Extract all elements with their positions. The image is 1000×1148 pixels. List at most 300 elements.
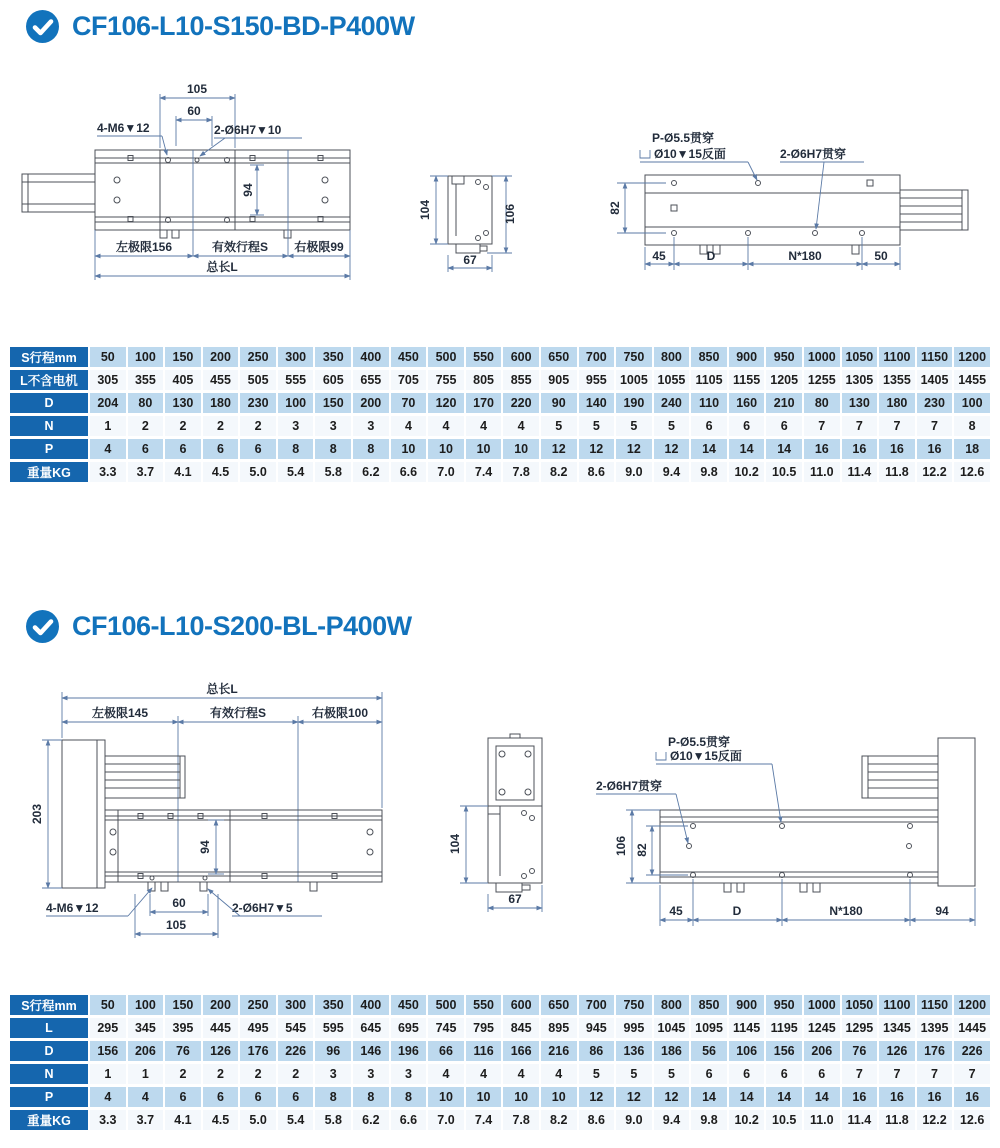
value-cell: 11.8 (879, 462, 915, 482)
dim-n180: N*180 (788, 249, 822, 263)
table-row (10, 370, 990, 390)
value-cell: 1445 (954, 1018, 990, 1038)
value-cell: 5 (616, 416, 652, 436)
value-cell: 305 (90, 370, 126, 390)
value-cell: 2 (203, 1064, 239, 1084)
value-cell: 156 (766, 1041, 802, 1061)
value-cell: 1105 (691, 370, 727, 390)
value-cell: 7 (879, 1064, 915, 1084)
value-cell: 4 (503, 416, 539, 436)
value-cell: 8 (278, 439, 314, 459)
value-cell: 845 (503, 1018, 539, 1038)
value-cell: 5 (654, 416, 690, 436)
value-cell: 12 (654, 1087, 690, 1107)
value-cell: 4 (428, 416, 464, 436)
value-cell: 4 (466, 1064, 502, 1084)
value-cell: 7 (954, 1064, 990, 1084)
value-cell: 355 (128, 370, 164, 390)
value-cell: 4 (90, 1087, 126, 1107)
value-cell: 16 (879, 439, 915, 459)
check-icon (26, 610, 59, 643)
value-cell: 10 (466, 1087, 502, 1107)
value-cell: 126 (879, 1041, 915, 1061)
label-pin: 2-Ø6H7▼10 (214, 123, 282, 137)
value-cell: 70 (391, 393, 427, 413)
value-cell: 116 (466, 1041, 502, 1061)
table-row (10, 1018, 990, 1038)
value-cell: 900 (729, 347, 765, 367)
value-cell: 1200 (954, 347, 990, 367)
value-cell: 6 (691, 416, 727, 436)
table-row (10, 347, 990, 367)
total-length-label: 总长L (206, 682, 238, 696)
label-p-holes: P-Ø5.5贯穿 (668, 735, 731, 749)
value-cell: 350 (315, 995, 351, 1015)
value-cell: 56 (691, 1041, 727, 1061)
right-limit-label: 右极限100 (311, 706, 369, 720)
value-cell: 80 (128, 393, 164, 413)
value-cell: 4 (391, 416, 427, 436)
value-cell: 136 (616, 1041, 652, 1061)
dim-d: D (732, 904, 742, 918)
dim-end: 50 (874, 249, 888, 263)
value-cell: 8 (315, 439, 351, 459)
value-cell: 10 (503, 439, 539, 459)
value-cell: 5.8 (315, 462, 351, 482)
value-cell: 14 (691, 439, 727, 459)
value-cell: 16 (879, 1087, 915, 1107)
value-cell: 5 (616, 1064, 652, 1084)
value-cell: 6.6 (391, 462, 427, 482)
value-cell: 14 (804, 1087, 840, 1107)
value-cell: 204 (90, 393, 126, 413)
value-cell: 895 (541, 1018, 577, 1038)
value-cell: 6 (240, 439, 276, 459)
check-icon (26, 10, 59, 43)
value-cell: 12.6 (954, 462, 990, 482)
value-cell: 9.8 (691, 462, 727, 482)
value-cell: 1200 (954, 995, 990, 1015)
value-cell: 14 (766, 439, 802, 459)
value-cell: 750 (616, 995, 652, 1015)
value-cell: 14 (729, 439, 765, 459)
value-cell: 180 (203, 393, 239, 413)
value-cell: 4 (541, 1064, 577, 1084)
value-cell: 200 (203, 347, 239, 367)
plan-view (30, 681, 382, 938)
value-cell: 146 (353, 1041, 389, 1061)
value-cell: 16 (917, 439, 953, 459)
table-row (10, 1087, 990, 1107)
dim-82: 82 (608, 201, 622, 215)
value-cell: 190 (616, 393, 652, 413)
value-cell: 4 (128, 1087, 164, 1107)
value-cell: 250 (240, 347, 276, 367)
value-cell: 210 (766, 393, 802, 413)
value-cell: 166 (503, 1041, 539, 1061)
value-cell: 605 (315, 370, 351, 390)
technical-drawing-2 (0, 676, 1000, 946)
dim-45: 45 (652, 249, 666, 263)
value-cell: 1055 (654, 370, 690, 390)
cross-section-view (448, 734, 542, 912)
dim-106: 106 (503, 203, 517, 225)
value-cell: 9.4 (654, 1110, 690, 1130)
table-row (10, 393, 990, 413)
value-cell: 855 (503, 370, 539, 390)
value-cell: 3.7 (128, 1110, 164, 1130)
value-cell: 10.5 (766, 1110, 802, 1130)
value-cell: 8 (353, 439, 389, 459)
value-cell: 6 (165, 1087, 201, 1107)
dim-203: 203 (30, 803, 44, 825)
value-cell: 1345 (879, 1018, 915, 1038)
value-cell: 10.5 (766, 462, 802, 482)
value-cell: 650 (541, 347, 577, 367)
value-cell: 140 (579, 393, 615, 413)
value-cell: 2 (165, 416, 201, 436)
value-cell: 1095 (691, 1018, 727, 1038)
value-cell: 450 (391, 347, 427, 367)
value-cell: 1150 (917, 347, 953, 367)
dim-94: 94 (198, 840, 212, 854)
row-header-cell: N (10, 416, 88, 436)
value-cell: 2 (203, 416, 239, 436)
value-cell: 5.0 (240, 1110, 276, 1130)
value-cell: 295 (90, 1018, 126, 1038)
value-cell: 12.2 (917, 1110, 953, 1130)
value-cell: 6 (203, 1087, 239, 1107)
value-cell: 8 (353, 1087, 389, 1107)
value-cell: 1145 (729, 1018, 765, 1038)
dim-60: 60 (172, 896, 186, 910)
value-cell: 1045 (654, 1018, 690, 1038)
value-cell: 595 (315, 1018, 351, 1038)
value-cell: 2 (240, 1064, 276, 1084)
table-row (10, 995, 990, 1015)
value-cell: 240 (654, 393, 690, 413)
value-cell: 1305 (842, 370, 878, 390)
value-cell: 1455 (954, 370, 990, 390)
value-cell: 1100 (879, 347, 915, 367)
section-1-title (26, 10, 415, 43)
value-cell: 230 (240, 393, 276, 413)
value-cell: 3.3 (90, 1110, 126, 1130)
value-cell: 12 (654, 439, 690, 459)
value-cell: 3 (315, 416, 351, 436)
value-cell: 2 (240, 416, 276, 436)
value-cell: 500 (428, 347, 464, 367)
value-cell: 176 (240, 1041, 276, 1061)
value-cell: 12 (541, 439, 577, 459)
value-cell: 10 (428, 439, 464, 459)
value-cell: 10 (541, 1087, 577, 1107)
value-cell: 4.5 (203, 1110, 239, 1130)
value-cell: 16 (917, 1087, 953, 1107)
value-cell: 150 (315, 393, 351, 413)
value-cell: 6 (804, 1064, 840, 1084)
value-cell: 9.8 (691, 1110, 727, 1130)
value-cell: 126 (203, 1041, 239, 1061)
value-cell: 6.2 (353, 1110, 389, 1130)
value-cell: 905 (541, 370, 577, 390)
value-cell: 4.1 (165, 462, 201, 482)
row-header-cell: L (10, 1018, 88, 1038)
value-cell: 100 (954, 393, 990, 413)
value-cell: 745 (428, 1018, 464, 1038)
value-cell: 650 (541, 995, 577, 1015)
row-header-cell: P (10, 439, 88, 459)
value-cell: 445 (203, 1018, 239, 1038)
value-cell: 5 (654, 1064, 690, 1084)
value-cell: 5 (541, 416, 577, 436)
value-cell: 150 (165, 347, 201, 367)
value-cell: 5 (579, 416, 615, 436)
value-cell: 8 (954, 416, 990, 436)
value-cell: 4 (90, 439, 126, 459)
value-cell: 230 (917, 393, 953, 413)
value-cell: 455 (203, 370, 239, 390)
value-cell: 226 (954, 1041, 990, 1061)
value-cell: 86 (579, 1041, 615, 1061)
value-cell: 495 (240, 1018, 276, 1038)
value-cell: 12.6 (954, 1110, 990, 1130)
value-cell: 6 (165, 439, 201, 459)
value-cell: 1 (128, 1064, 164, 1084)
value-cell: 7.0 (428, 462, 464, 482)
value-cell: 100 (128, 995, 164, 1015)
dim-82: 82 (635, 843, 649, 857)
value-cell: 300 (278, 995, 314, 1015)
row-header-cell: P (10, 1087, 88, 1107)
value-cell: 12 (616, 439, 652, 459)
value-cell: 750 (616, 347, 652, 367)
dim-106: 106 (614, 835, 628, 857)
value-cell: 6 (240, 1087, 276, 1107)
value-cell: 555 (278, 370, 314, 390)
section-2-title (26, 610, 412, 643)
value-cell: 9.0 (616, 462, 652, 482)
value-cell: 645 (353, 1018, 389, 1038)
value-cell: 2 (165, 1064, 201, 1084)
dim-60: 60 (187, 104, 201, 118)
value-cell: 300 (278, 347, 314, 367)
value-cell: 4 (466, 416, 502, 436)
product-title: CF106-L10-S150-BD-P400W (72, 11, 415, 41)
value-cell: 180 (879, 393, 915, 413)
value-cell: 4.5 (203, 462, 239, 482)
value-cell: 226 (278, 1041, 314, 1061)
value-cell: 4.1 (165, 1110, 201, 1130)
value-cell: 955 (579, 370, 615, 390)
value-cell: 6 (729, 1064, 765, 1084)
value-cell: 1000 (804, 995, 840, 1015)
value-cell: 11.4 (842, 1110, 878, 1130)
row-header-cell: D (10, 1041, 88, 1061)
label-m6: 4-M6▼12 (97, 121, 150, 135)
value-cell: 130 (165, 393, 201, 413)
value-cell: 550 (466, 347, 502, 367)
table-row (10, 1041, 990, 1061)
value-cell: 7.8 (503, 462, 539, 482)
dim-n180: N*180 (829, 904, 863, 918)
value-cell: 5.4 (278, 462, 314, 482)
value-cell: 6 (203, 439, 239, 459)
value-cell: 6 (766, 1064, 802, 1084)
value-cell: 1005 (616, 370, 652, 390)
value-cell: 76 (842, 1041, 878, 1061)
value-cell: 7.4 (466, 462, 502, 482)
value-cell: 8.2 (541, 1110, 577, 1130)
value-cell: 8.2 (541, 462, 577, 482)
value-cell: 10 (391, 439, 427, 459)
value-cell: 200 (353, 393, 389, 413)
table-row (10, 1064, 990, 1084)
value-cell: 1000 (804, 347, 840, 367)
side-view (596, 734, 975, 926)
value-cell: 200 (203, 995, 239, 1015)
value-cell: 1050 (842, 347, 878, 367)
label-pin: 2-Ø6H7▼5 (232, 901, 293, 915)
label-counterbore: Ø10▼15反面 (670, 749, 742, 763)
value-cell: 6 (691, 1064, 727, 1084)
value-cell: 1155 (729, 370, 765, 390)
value-cell: 106 (729, 1041, 765, 1061)
dim-45: 45 (669, 904, 683, 918)
value-cell: 805 (466, 370, 502, 390)
value-cell: 176 (917, 1041, 953, 1061)
value-cell: 1405 (917, 370, 953, 390)
value-cell: 1 (90, 416, 126, 436)
value-cell: 850 (691, 995, 727, 1015)
value-cell: 160 (729, 393, 765, 413)
value-cell: 2 (278, 1064, 314, 1084)
value-cell: 120 (428, 393, 464, 413)
value-cell: 11.0 (804, 462, 840, 482)
value-cell: 7.8 (503, 1110, 539, 1130)
value-cell: 14 (691, 1087, 727, 1107)
spec-table (8, 992, 992, 1133)
value-cell: 950 (766, 995, 802, 1015)
value-cell: 945 (579, 1018, 615, 1038)
value-cell: 4 (428, 1064, 464, 1084)
value-cell: 206 (804, 1041, 840, 1061)
left-limit-label: 左极限145 (91, 706, 149, 720)
value-cell: 1255 (804, 370, 840, 390)
value-cell: 405 (165, 370, 201, 390)
value-cell: 11.0 (804, 1110, 840, 1130)
value-cell: 3 (315, 1064, 351, 1084)
dim-67: 67 (508, 892, 522, 906)
value-cell: 150 (165, 995, 201, 1015)
value-cell: 7 (879, 416, 915, 436)
total-length-label: 总长L (206, 260, 238, 274)
value-cell: 1150 (917, 995, 953, 1015)
value-cell: 7 (917, 416, 953, 436)
value-cell: 3 (278, 416, 314, 436)
value-cell: 8 (315, 1087, 351, 1107)
row-header-cell: 重量KG (10, 1110, 88, 1130)
value-cell: 4 (503, 1064, 539, 1084)
value-cell: 7 (917, 1064, 953, 1084)
cross-section-view (418, 176, 517, 272)
row-header-cell: S行程mm (10, 347, 88, 367)
plan-view (22, 82, 350, 280)
value-cell: 96 (315, 1041, 351, 1061)
value-cell: 5.8 (315, 1110, 351, 1130)
value-cell: 950 (766, 347, 802, 367)
value-cell: 90 (541, 393, 577, 413)
value-cell: 1245 (804, 1018, 840, 1038)
value-cell: 700 (579, 347, 615, 367)
value-cell: 10.2 (729, 1110, 765, 1130)
value-cell: 206 (128, 1041, 164, 1061)
value-cell: 250 (240, 995, 276, 1015)
value-cell: 400 (353, 347, 389, 367)
value-cell: 850 (691, 347, 727, 367)
value-cell: 900 (729, 995, 765, 1015)
value-cell: 16 (804, 439, 840, 459)
value-cell: 600 (503, 347, 539, 367)
row-header-cell: S行程mm (10, 995, 88, 1015)
value-cell: 16 (842, 439, 878, 459)
label-m6: 4-M6▼12 (46, 901, 99, 915)
technical-drawing-1 (0, 80, 1000, 310)
table-row (10, 1110, 990, 1130)
value-cell: 5.4 (278, 1110, 314, 1130)
value-cell: 3.7 (128, 462, 164, 482)
dim-d: D (706, 249, 716, 263)
value-cell: 600 (503, 995, 539, 1015)
value-cell: 400 (353, 995, 389, 1015)
value-cell: 80 (804, 393, 840, 413)
dim-94: 94 (241, 183, 255, 197)
value-cell: 6.6 (391, 1110, 427, 1130)
value-cell: 11.8 (879, 1110, 915, 1130)
value-cell: 6 (729, 416, 765, 436)
value-cell: 3 (353, 1064, 389, 1084)
value-cell: 3 (353, 416, 389, 436)
value-cell: 170 (466, 393, 502, 413)
row-header-cell: 重量KG (10, 462, 88, 482)
table-row (10, 462, 990, 482)
value-cell: 186 (654, 1041, 690, 1061)
value-cell: 550 (466, 995, 502, 1015)
side-view (608, 130, 968, 270)
value-cell: 1395 (917, 1018, 953, 1038)
value-cell: 100 (128, 347, 164, 367)
dim-67: 67 (463, 253, 477, 267)
row-header-cell: L不含电机 (10, 370, 88, 390)
value-cell: 8 (391, 1087, 427, 1107)
value-cell: 16 (842, 1087, 878, 1107)
value-cell: 2 (128, 416, 164, 436)
value-cell: 500 (428, 995, 464, 1015)
value-cell: 1 (90, 1064, 126, 1084)
value-cell: 7.4 (466, 1110, 502, 1130)
value-cell: 755 (428, 370, 464, 390)
value-cell: 9.0 (616, 1110, 652, 1130)
value-cell: 9.4 (654, 462, 690, 482)
right-limit-label: 右极限99 (294, 240, 344, 254)
table-row (10, 416, 990, 436)
dim-105: 105 (165, 918, 187, 932)
value-cell: 12 (616, 1087, 652, 1107)
value-cell: 100 (278, 393, 314, 413)
spec-table-2-wrap (8, 992, 992, 1133)
value-cell: 795 (466, 1018, 502, 1038)
value-cell: 18 (954, 439, 990, 459)
